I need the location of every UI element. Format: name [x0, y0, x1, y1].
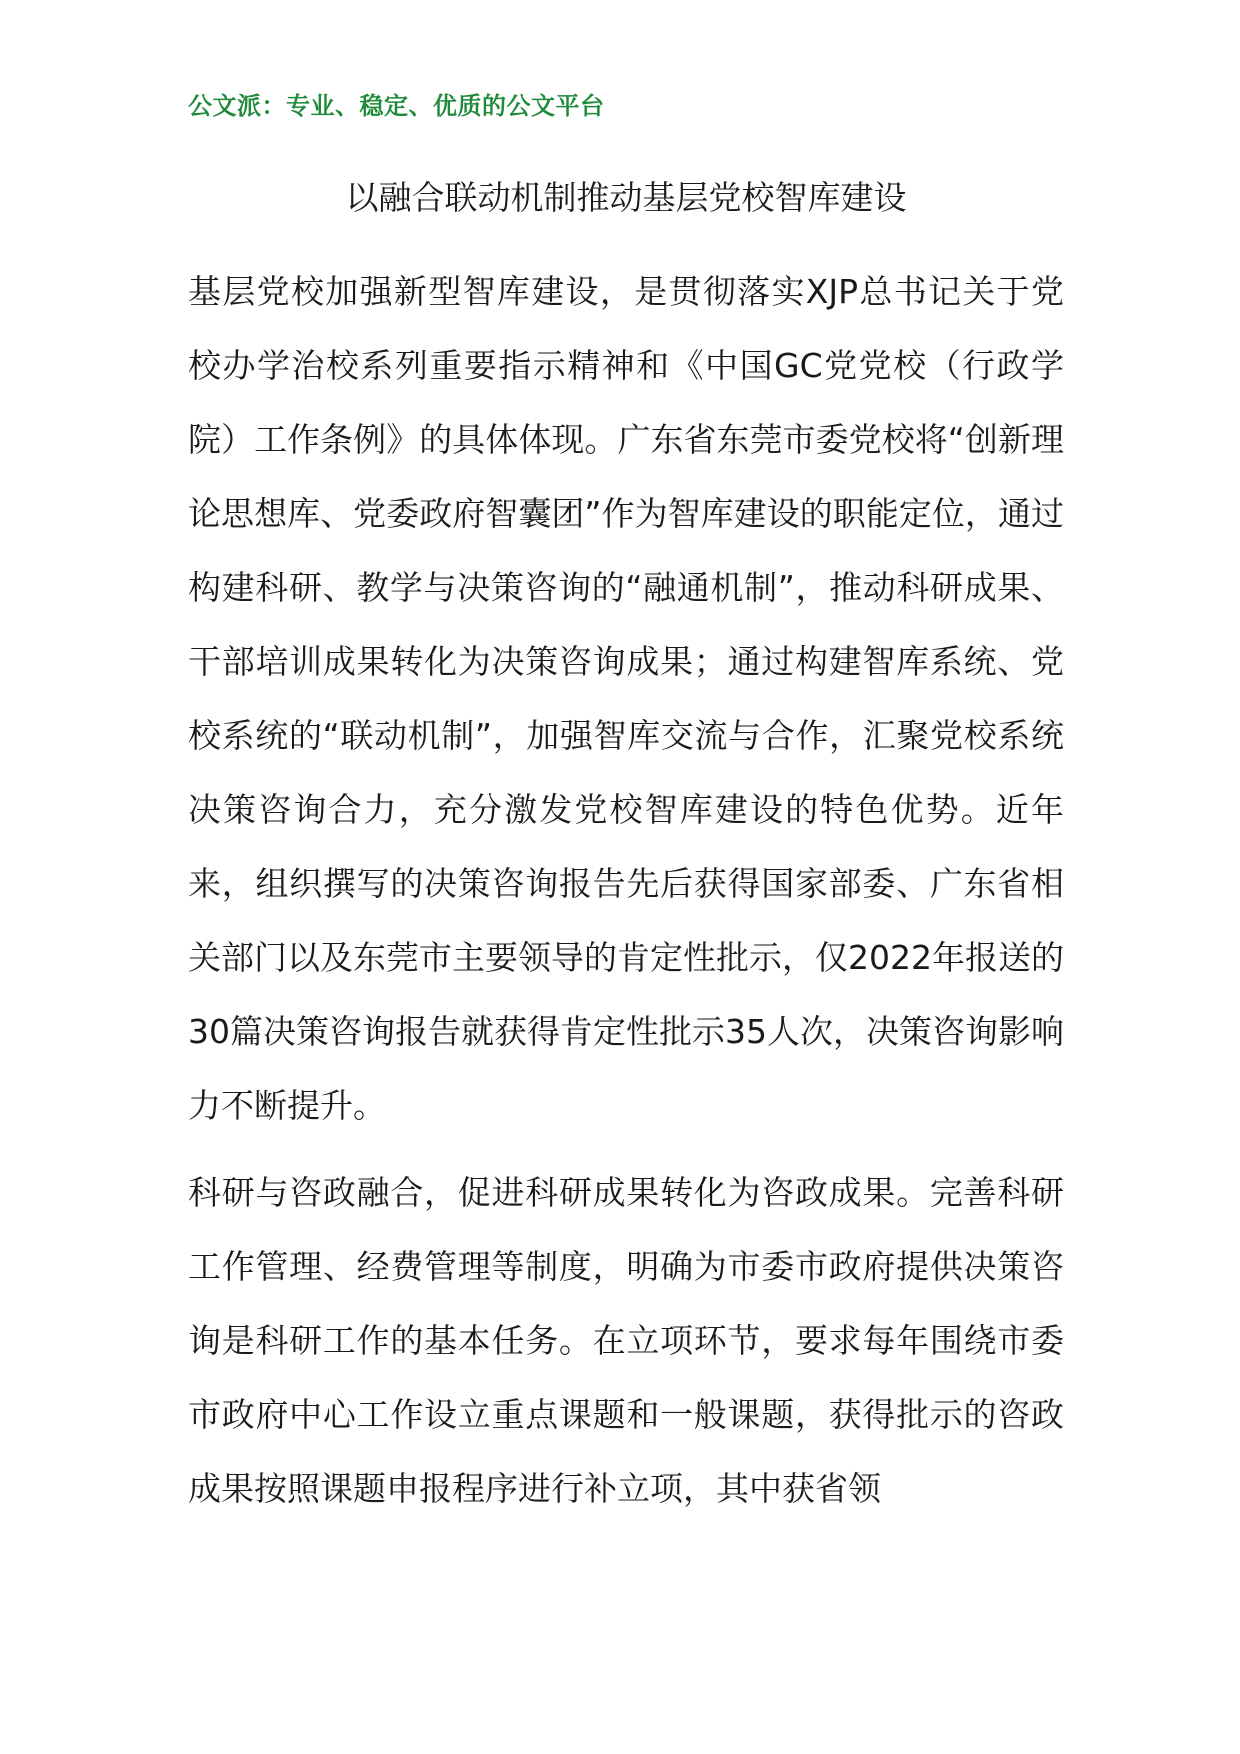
- site-tagline: 公文派：专业、稳定、优质的公文平台: [188, 92, 605, 120]
- body-paragraph-2: 科研与咨政融合，促进科研成果转化为咨政成果。完善科研工作管理、经费管理等制度，明确为市委市政府提供决策咨询是科研工作的基本任务。在立项环节，要求每年围绕市委市政府中心工作设立重点课题和一般课题，获得批示的咨政成果按照课题申报程序进行补立项，其中获省领: [188, 1173, 1064, 1508]
- document-title: 以融合联动机制推动基层党校智库建设: [345, 178, 907, 217]
- body-paragraph-1: 基层党校加强新型智库建设，是贯彻落实XJP总书记关于党校办学治校系列重要指示精神和《中国GC党党校（行政学院）工作条例》的具体体现。广东省东莞市委党校将“创新理论思想库、党委政府智囊团”作为智库建设的职能定位，通过构建科研、教学与决策咨询的“融通机制”，推动科研成果、干部培训成果转化为决策咨询成果；通过构建智库系统、党校系统的“联动机制”，加强智库交流与合作，汇聚党校系统决策咨询合力，充分激发党校智库建设的特色优势。近年来，组织撰写的决策咨询报告先后获得国家部委、广东省相关部门以及东莞市主要领导的肯定性批示，仅2022年报送的30篇决策咨询报告就获得肯定性批示35人次，决策咨询影响力不断提升。: [188, 272, 1064, 1125]
